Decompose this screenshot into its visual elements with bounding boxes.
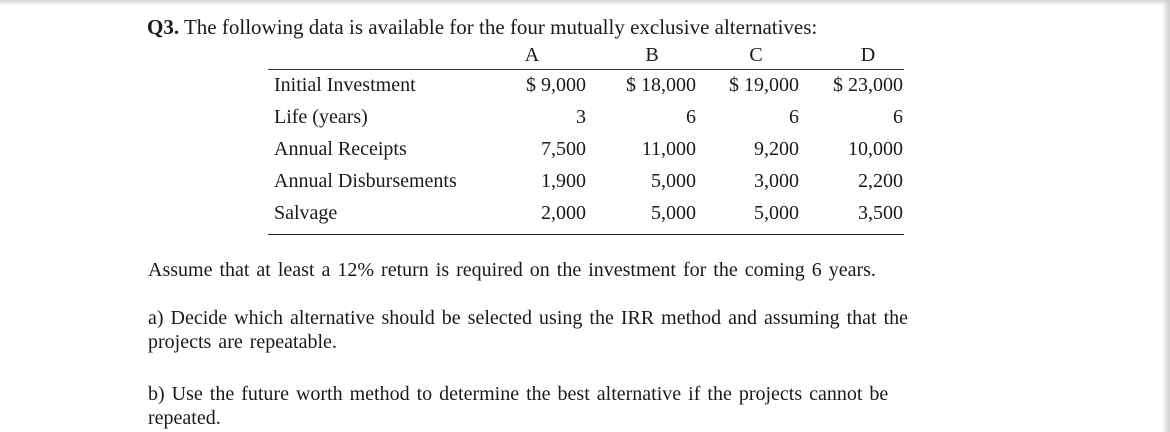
table-row <box>268 101 904 133</box>
table-cell: $ 18,000 <box>626 74 696 96</box>
table-cell: $ 9,000 <box>526 74 586 96</box>
table-cell: 3,000 <box>754 170 799 192</box>
column-header-d: D <box>860 44 876 66</box>
row-label: Initial Investment <box>274 74 416 96</box>
question-heading <box>147 15 817 40</box>
table-cell: 1,900 <box>541 170 586 192</box>
column-header-a: A <box>524 44 540 66</box>
column-header-c: C <box>749 44 763 66</box>
row-label: Annual Receipts <box>274 138 407 160</box>
table-cell: 10,000 <box>848 138 903 160</box>
table-cell: 7,500 <box>541 138 586 160</box>
part-b-text: b) Use the future worth method to determine the best alternative if the projects cannot be repeated. <box>148 383 889 429</box>
table-row <box>268 69 904 101</box>
table-cell: 3,500 <box>858 202 903 224</box>
alternatives-table <box>268 44 904 224</box>
assumption-text: Assume that at least a 12% return is required on the investment for the coming 6 years. <box>148 259 876 281</box>
table-cell: 9,200 <box>754 138 799 160</box>
table-cell: $ 23,000 <box>833 74 903 96</box>
table-cell: 6 <box>686 106 696 128</box>
table-cell: 11,000 <box>641 138 696 160</box>
table-cell: $ 19,000 <box>729 74 799 96</box>
table-cell: 6 <box>893 106 903 128</box>
column-header-b: B <box>645 44 659 66</box>
row-label: Life (years) <box>274 106 368 128</box>
table-cell: 5,000 <box>651 170 696 192</box>
question-text: The following data is available for the four mutually exclusive alternatives: <box>183 15 818 39</box>
table-cell: 5,000 <box>754 202 799 224</box>
row-label: Annual Disbursements <box>274 170 457 192</box>
table-row <box>268 133 904 165</box>
row-label: Salvage <box>274 202 338 224</box>
part-a-text: a) Decide which alternative should be selected using the IRR method and assuming that the projects are repeatable. <box>148 307 909 353</box>
table-bottom-rule <box>268 234 904 235</box>
table-body <box>268 69 904 229</box>
table-cell: 6 <box>789 106 799 128</box>
table-cell: 5,000 <box>651 202 696 224</box>
table-row <box>268 165 904 197</box>
table-row <box>268 197 904 229</box>
table-header-row <box>268 44 904 66</box>
table-cell: 2,200 <box>858 170 903 192</box>
table-cell: 3 <box>576 106 586 128</box>
question-number: Q3. <box>147 15 180 39</box>
table-cell: 2,000 <box>541 202 586 224</box>
